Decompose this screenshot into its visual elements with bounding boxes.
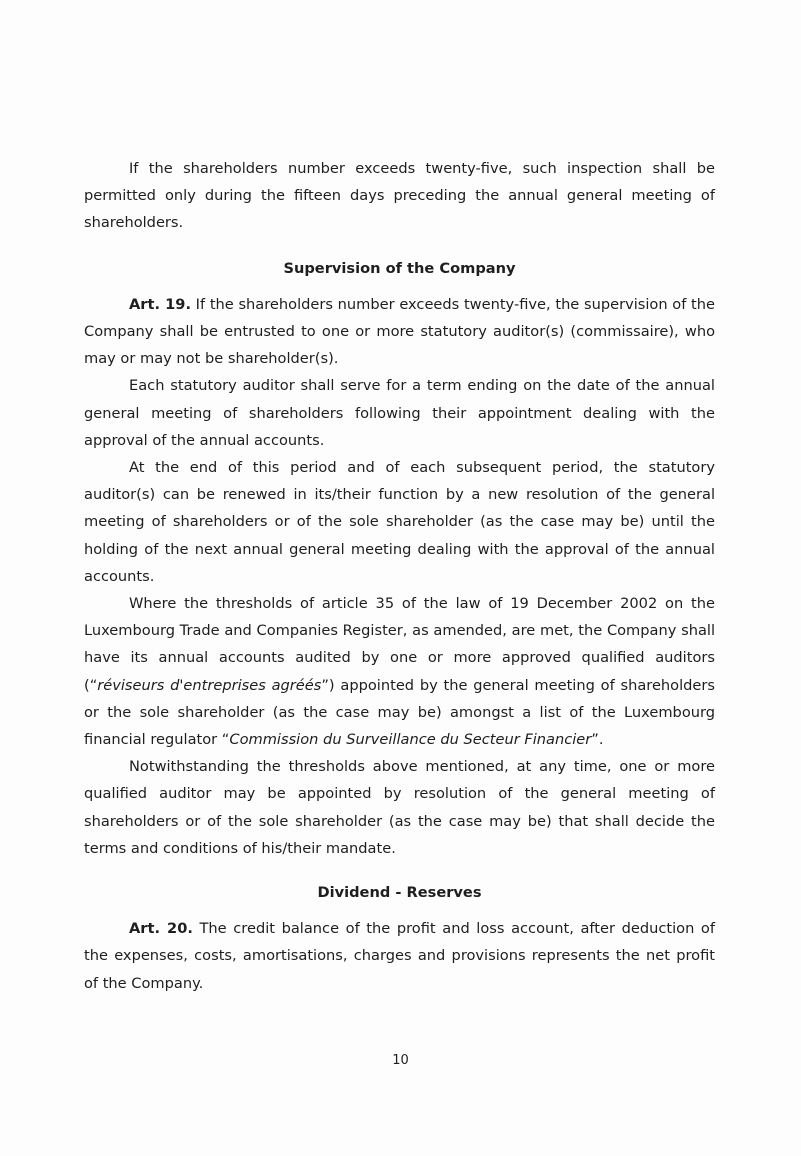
page-body bbox=[84, 155, 715, 997]
article-20-paragraph bbox=[84, 915, 715, 997]
auditor-renewal-paragraph: At the end of this period and of each subsequent period, the statutory auditor(s) can be renewed in its/their function by a new resolution of the general meeting of shareholders or of the sole shareholder (as the case may be) until the holding of the next annual general meeting dealing with the approval of the annual accounts. bbox=[84, 459, 715, 585]
notwithstanding-paragraph: Notwithstanding the thresholds above mentioned, at any time, one or more qualified auditor may be appointed by resolution of the general meeting of shareholders or of the sole shareholder (as the case may be) that shall decide the terms and conditions of his/their mandate. bbox=[84, 758, 715, 857]
thresholds-italic-commission: Commission du Surveillance du Secteur Financier bbox=[229, 731, 592, 749]
inspection-paragraph: If the shareholders number exceeds twenty-five, such inspection shall be permitted only during the fifteen days preceding the annual general meeting of shareholders. bbox=[84, 160, 715, 232]
section-heading-supervision: Supervision of the Company bbox=[283, 259, 516, 277]
auditor-term-paragraph: Each statutory auditor shall serve for a term ending on the date of the annual general meeting of shareholders following their appointment dealing with the approval of the annual accounts. bbox=[84, 377, 715, 449]
thresholds-paragraph bbox=[84, 590, 715, 753]
article-19-label: Art. 19. bbox=[129, 295, 191, 313]
thresholds-italic-reviseurs: réviseurs d'entreprises agréés bbox=[97, 676, 322, 694]
article-19-paragraph bbox=[84, 291, 715, 373]
page-number: 10 bbox=[392, 1053, 409, 1068]
article-20-text: The credit balance of the profit and loss account, after deduction of the expenses, costs, amortisations, charges and provisions represents the net profit of the Company. bbox=[84, 920, 715, 992]
section-heading-dividend: Dividend - Reserves bbox=[317, 884, 482, 902]
thresholds-text-c: ”. bbox=[591, 731, 604, 749]
article-19-text: If the shareholders number exceeds twenty-five, the supervision of the Company shall be entrusted to one or more statutory auditor(s) (commissaire), who may or may not be shareholder(s). bbox=[84, 295, 715, 368]
thresholds-text-b: ”) appointed by the general meeting of shareholders or the sole shareholder (as the case may be) amongst a list of the Luxembourg financial regulator “ bbox=[84, 676, 715, 749]
article-20-label: Art. 20. bbox=[129, 920, 193, 938]
thresholds-text-a: Where the thresholds of article 35 of the law of 19 December 2002 on the Luxembourg Trade and Companies Register, as amended, are met, the Company shall have its annual accounts audited by one or more approved qualified auditors (“ bbox=[84, 595, 715, 694]
